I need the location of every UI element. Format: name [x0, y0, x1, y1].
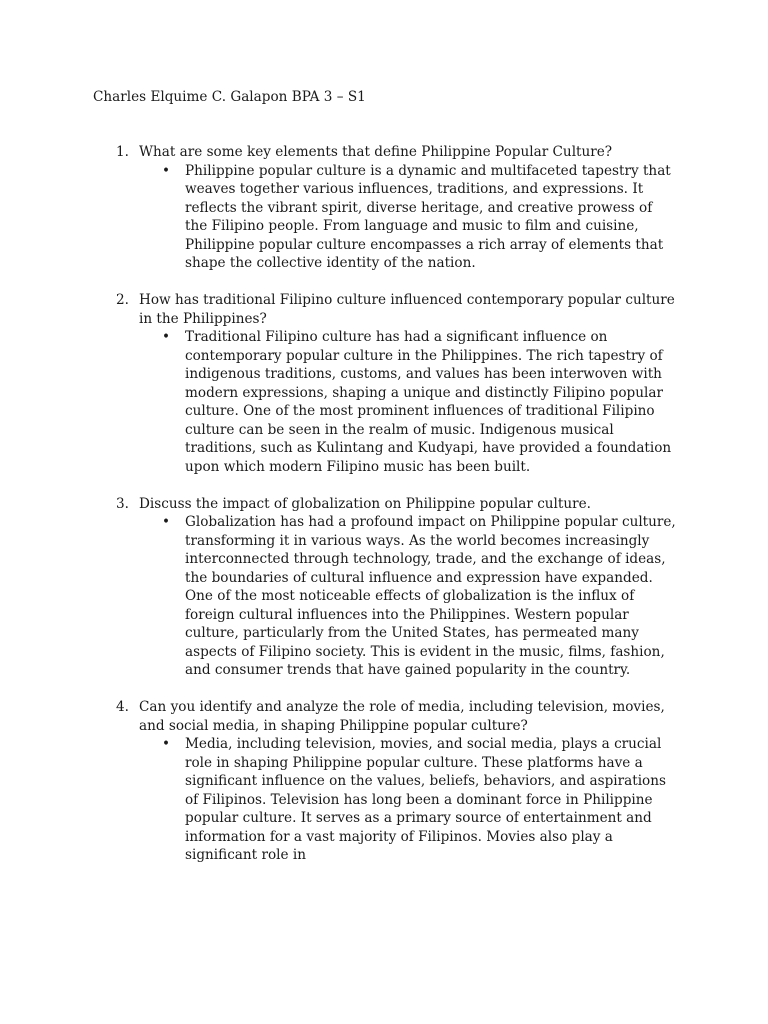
question-number: 3. — [116, 495, 129, 512]
question-item-4 — [0, 698, 768, 865]
answer-text: Media, including television, movies, and social media, plays a crucial role in shaping Philippine popular culture. These platforms have a significant influence on the values, beliefs, behaviors, and aspirations of Filipinos. Television has long been a dominant force in Philippine popular culture. It serves as a primary source of entertainment and information for a vast majority of Filipinos. Movies also play a significant role in — [185, 736, 666, 863]
answer-text: Globalization has had a profound impact on Philippine popular culture, transforming it in various ways. As the world becomes increasingly interconnected through technology, trade, and the exchange of ideas, the boundaries of cultural influence and expression have expanded. One of the most noticeable effects of globalization is the influx of foreign cultural influences into the Philippines. Western popular culture, particularly from the United States, has permeated many aspects of Filipino society. This is evident in the music, films, fashion, and consumer trends that have gained popularity in the country. — [185, 514, 676, 678]
question-item-3 — [0, 495, 768, 680]
bullet-icon: • — [162, 162, 171, 179]
question-number: 4. — [116, 699, 129, 715]
question-text: Can you identify and analyze the role of media, including television, movies, and social media, in shaping Philippine popular culture? — [139, 699, 665, 734]
question-number: 2. — [116, 292, 129, 308]
question-text: How has traditional Filipino culture influenced contemporary popular culture in the Philippines? — [139, 292, 675, 327]
question-text: Discuss the impact of globalization on Philippine popular culture. — [139, 495, 591, 512]
question-list — [0, 143, 768, 883]
answer-item — [0, 162, 768, 273]
question-item-2 — [0, 291, 768, 476]
bullet-icon: • — [162, 329, 171, 345]
answer-text: Traditional Filipino culture has had a significant influence on contemporary popular culture in the Philippines. The rich tapestry of indigenous traditions, customs, and values has been interwoven with modern expressions, shaping a unique and distinctly Filipino popular culture. One of the most prominent influences of traditional Filipino culture can be seen in the realm of music. Indigenous musical traditions, such as Kulintang and Kudyapi, have provided a foundation upon which modern Filipino music has been built. — [185, 329, 672, 475]
bullet-icon: • — [162, 736, 171, 752]
author-line: Charles Elquime C. Galapon BPA 3 – S1 — [93, 89, 366, 105]
answer-item — [0, 735, 768, 865]
question-number: 1. — [116, 144, 129, 160]
bullet-icon: • — [162, 514, 171, 530]
answer-text: Philippine popular culture is a dynamic and multifaceted tapestry that weaves together various influences, traditions, and expressions. It reflects the vibrant spirit, diverse heritage, and creative prowess of the Filipino people. From language and music to film and cuisine, Philippine popular culture encompasses a rich array of elements that shape the collective identity of the nation. — [185, 162, 671, 271]
question-text: What are some key elements that define Philippine Popular Culture? — [139, 144, 613, 160]
question-item-1 — [0, 143, 768, 273]
answer-item — [0, 328, 768, 476]
answer-item — [0, 513, 768, 680]
